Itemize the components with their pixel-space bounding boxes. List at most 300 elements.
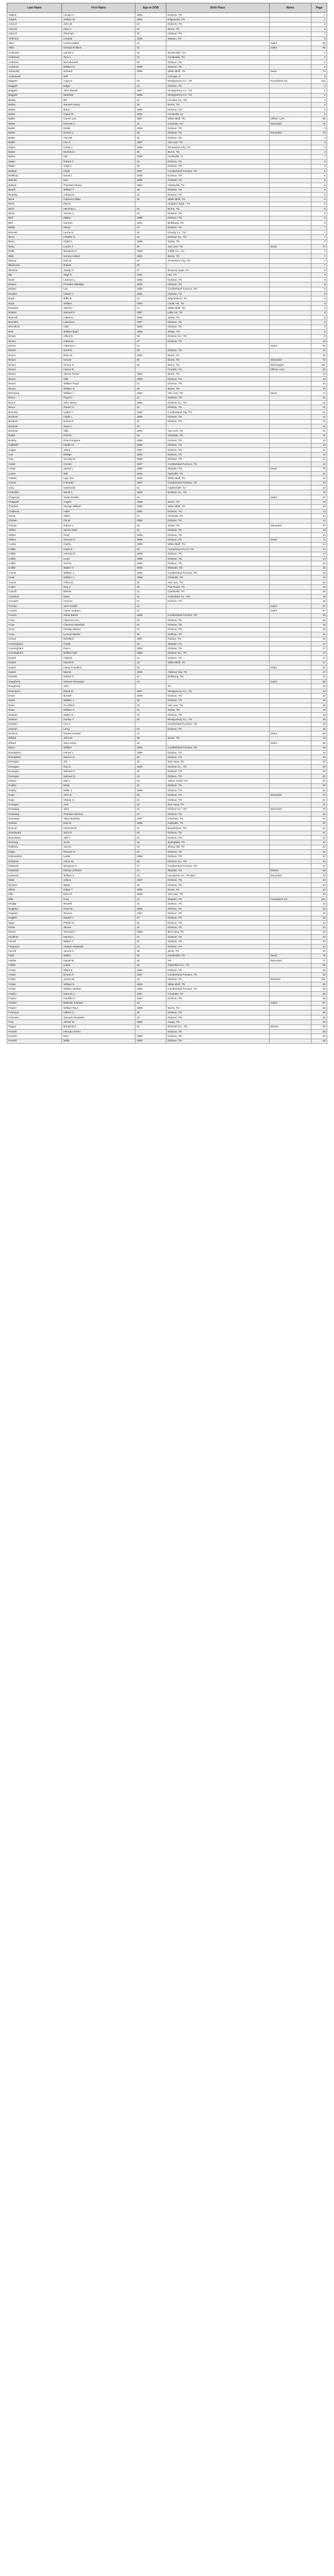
birth-place-cell: Burns, TN [166, 888, 269, 892]
birth-place-cell [166, 1001, 269, 1005]
birth-place-cell: Houston Co., TN [166, 98, 269, 103]
first-name-cell: Biffle B. [62, 296, 135, 301]
page-cell: 17 [311, 670, 327, 675]
age-dob-cell: 1897 [135, 462, 166, 467]
birth-place-cell: Dickson, TN [166, 623, 269, 627]
page-cell: 21 [311, 817, 327, 821]
table-row [7, 419, 327, 424]
page-cell: 7 [311, 259, 327, 263]
first-name-cell: Samuel Alexander [62, 1015, 135, 1019]
first-name-cell: Joseph Headwell [62, 944, 135, 948]
notes-cell [269, 17, 311, 22]
last-name-cell: Collier [7, 561, 62, 566]
first-name-cell: Aubrey B. [62, 192, 135, 197]
header-page[interactable]: Page [311, 3, 327, 13]
first-name-cell: Paul L. [62, 646, 135, 651]
age-dob-cell: 27 [135, 864, 166, 868]
last-name-cell: Choate [7, 524, 62, 528]
last-name-cell: Deason [7, 717, 62, 722]
page-cell: 13 [311, 504, 327, 509]
last-name-cell: Dunaway [7, 807, 62, 812]
page-cell: 5 [311, 164, 327, 169]
page-cell: 8 [311, 296, 327, 301]
last-name-cell: Field [7, 954, 62, 958]
notes-cell [269, 277, 311, 282]
last-name-cell: Bibb [7, 254, 62, 258]
last-name-cell: Fussell [7, 1039, 62, 1043]
last-name-cell: Brown [7, 367, 62, 372]
last-name-cell: Bailey [7, 103, 62, 107]
age-dob-cell: 24 [135, 712, 166, 717]
first-name-cell: Will [62, 74, 135, 79]
page-cell: 25 [311, 973, 327, 977]
first-name-cell: Comer Lee [62, 117, 135, 121]
table-row [7, 892, 327, 897]
table-row [7, 292, 327, 296]
table-row [7, 495, 327, 499]
header-first-name[interactable]: First Name [62, 3, 135, 13]
age-dob-cell: 21 [135, 944, 166, 948]
birth-place-cell: Dickson, TN [166, 136, 269, 140]
birth-place-cell: Dickson Co., TN [166, 401, 269, 405]
last-name-cell: Butler [7, 433, 62, 438]
birth-place-cell: TN [166, 684, 269, 689]
table-row [7, 438, 327, 443]
birth-place-cell: Bon Aqua, TN [166, 930, 269, 934]
first-name-cell: George Marion [62, 627, 135, 632]
birth-place-cell: Dickson, TN [166, 164, 269, 169]
table-row [7, 1034, 327, 1039]
table-body [7, 13, 327, 1044]
last-name-cell: Brown [7, 334, 62, 339]
birth-place-cell: Clarksville, TN [166, 589, 269, 594]
table-row [7, 301, 327, 305]
age-dob-cell: 1897 [135, 996, 166, 1001]
birth-place-cell: Nin, TN [166, 273, 269, 277]
page-cell: 14 [311, 556, 327, 561]
last-name-cell: Crows [7, 637, 62, 641]
age-dob-cell: 27 [135, 268, 166, 273]
notes-cell [269, 405, 311, 410]
notes-cell: Dead [269, 245, 311, 249]
table-row [7, 868, 327, 873]
age-dob-cell: 1897 [135, 117, 166, 121]
birth-place-cell: Dickson, TN [166, 878, 269, 883]
first-name-cell: Henchey L. [62, 207, 135, 211]
last-name-cell: Berry [7, 235, 62, 240]
notes-cell: Discharged [269, 362, 311, 367]
first-name-cell: Toby Mckinley [62, 817, 135, 821]
first-name-cell: Vernon [62, 561, 135, 566]
age-dob-cell: 29 [135, 188, 166, 192]
first-name-cell: Walter T. [62, 939, 135, 944]
last-name-cell: Fussell [7, 1034, 62, 1039]
first-name-cell: Elbert E. [62, 968, 135, 972]
last-name-cell: Bly [7, 273, 62, 277]
birth-place-cell: Dickson, TN [166, 159, 269, 164]
page-cell: 18 [311, 708, 327, 712]
table-row [7, 1010, 327, 1015]
last-name-cell: Allen [7, 41, 62, 46]
page-cell: 5 [311, 174, 327, 178]
age-dob-cell: 1897 [135, 991, 166, 996]
age-dob-cell: 1896 [135, 174, 166, 178]
first-name-cell: Hardin H. [62, 443, 135, 447]
table-row [7, 55, 327, 60]
notes-cell [269, 27, 311, 32]
table-row [7, 618, 327, 623]
first-name-cell: Carley [62, 542, 135, 547]
notes-cell [269, 911, 311, 916]
notes-cell [269, 93, 311, 97]
last-name-cell: Andrews [7, 60, 62, 64]
notes-cell [269, 453, 311, 457]
first-name-cell: Hubert J. [62, 292, 135, 296]
page-cell: 11 [311, 429, 327, 433]
last-name-cell: Crawford [7, 595, 62, 599]
page-cell: 67 [311, 609, 327, 613]
table-row [7, 69, 327, 74]
table-row [7, 991, 327, 996]
birth-place-cell: Burns, TN [166, 372, 269, 376]
page-cell: 26 [311, 1010, 327, 1015]
table-row [7, 287, 327, 291]
table-row [7, 755, 327, 760]
table-row [7, 921, 327, 925]
first-name-cell: Thomas Harvey [62, 183, 135, 188]
page-cell: 17 [311, 641, 327, 646]
last-name-cell: Capps [7, 447, 62, 452]
table-row [7, 362, 327, 367]
first-name-cell: William Noll [62, 651, 135, 655]
page-cell: 11 [311, 415, 327, 419]
page-cell: 10 [311, 372, 327, 376]
table-row [7, 556, 327, 561]
age-dob-cell: 1896 [135, 613, 166, 618]
notes-cell [269, 202, 311, 206]
age-dob-cell: 1897 [135, 817, 166, 821]
last-name-cell: Daniels [7, 675, 62, 679]
page-cell: 13 [311, 509, 327, 514]
birth-place-cell: Dickson, TN [166, 935, 269, 939]
notes-cell [269, 864, 311, 868]
age-dob-cell: 26 [135, 358, 166, 362]
page-cell: 69 [311, 741, 327, 746]
header-age-dob[interactable]: Age or DOB [135, 3, 166, 13]
header-last-name[interactable]: Last Name [7, 3, 62, 13]
table-row [7, 240, 327, 244]
birth-place-cell: Dickson, TN [166, 902, 269, 906]
birth-place-cell: Dickson Co., TN [166, 490, 269, 495]
table-row [7, 277, 327, 282]
birth-place-cell: Waynesboro, TN [166, 296, 269, 301]
birth-place-cell: Sylvia, TN [166, 708, 269, 712]
birth-place-cell: Nashville, TN [166, 821, 269, 826]
birth-place-cell: Dickson, TN [166, 447, 269, 452]
birth-place-cell: Cumberland City, TN [166, 410, 269, 414]
last-name-cell: English [7, 916, 62, 920]
notes-cell [269, 618, 311, 623]
birth-place-cell: Burns, TN [166, 1006, 269, 1010]
table-row [7, 651, 327, 655]
last-name-cell: Baker [7, 140, 62, 145]
age-dob-cell: 21 [135, 627, 166, 632]
notes-cell [269, 415, 311, 419]
page-cell: 14 [311, 528, 327, 533]
page-cell: 23 [311, 911, 327, 916]
page-cell: 66 [311, 41, 327, 46]
birth-place-cell: Dickson, TN [166, 831, 269, 835]
age-dob-cell: 1892 [135, 391, 166, 396]
page-cell: 2 [311, 60, 327, 64]
notes-cell [269, 736, 311, 741]
table-row [7, 98, 327, 103]
notes-cell: Officer, USA [269, 367, 311, 372]
birth-place-cell: Dickson, TN [166, 65, 269, 69]
age-dob-cell: 24 [135, 618, 166, 623]
age-dob-cell: 1896 [135, 561, 166, 566]
table-row [7, 561, 327, 566]
page-cell: 10 [311, 348, 327, 353]
first-name-cell: William D. [62, 65, 135, 69]
table-row [7, 467, 327, 471]
page-cell: 24 [311, 930, 327, 934]
notes-cell [269, 982, 311, 987]
age-dob-cell: 1891 [135, 292, 166, 296]
table-row [7, 854, 327, 859]
table-row [7, 372, 327, 376]
birth-place-cell: Dickson, TN [166, 618, 269, 623]
age-dob-cell: 21 [135, 826, 166, 831]
table-row [7, 490, 327, 495]
age-dob-cell: 21 [135, 675, 166, 679]
birth-place-cell: Cumberland Furnace, TN [166, 973, 269, 977]
last-name-cell: Baggett [7, 83, 62, 88]
notes-cell: Sailor [269, 731, 311, 736]
age-dob-cell: 24 [135, 609, 166, 613]
table-row [7, 708, 327, 712]
table-row [7, 410, 327, 414]
notes-cell: Wounded [269, 959, 311, 963]
notes-cell [269, 812, 311, 817]
page-cell: 26 [311, 1039, 327, 1043]
age-dob-cell: 24 [135, 207, 166, 211]
last-name-cell: Bennett [7, 230, 62, 234]
table-row [7, 93, 327, 97]
notes-cell [269, 698, 311, 703]
last-name-cell: Alderson [7, 36, 62, 41]
first-name-cell: Grover C. [62, 362, 135, 367]
birth-place-cell: White Bluff, TN [166, 306, 269, 311]
notes-cell [269, 746, 311, 750]
table-row [7, 959, 327, 963]
header-birth-place[interactable]: Birth Place [166, 3, 269, 13]
last-name-cell: Baker [7, 159, 62, 164]
notes-cell [269, 433, 311, 438]
table-row [7, 320, 327, 325]
birth-place-cell [166, 680, 269, 684]
notes-cell [269, 429, 311, 433]
last-name-cell: Collier [7, 547, 62, 552]
age-dob-cell: 1892 [135, 372, 166, 376]
last-name-cell: Caldwell [7, 443, 62, 447]
last-name-cell: Butlrey [7, 438, 62, 443]
first-name-cell: William Boyd [62, 330, 135, 334]
first-name-cell: Herchel [62, 136, 135, 140]
birth-place-cell: Van Leer, TN [166, 391, 269, 396]
notes-cell [269, 925, 311, 930]
birth-place-cell [166, 731, 269, 736]
table-row [7, 774, 327, 778]
table-row [7, 835, 327, 840]
birth-place-cell: Dickson, TN [166, 788, 269, 793]
age-dob-cell: 22 [135, 874, 166, 878]
notes-cell [269, 207, 311, 211]
birth-place-cell [166, 604, 269, 608]
birth-place-cell [166, 609, 269, 613]
page-cell: 101 [311, 79, 327, 83]
notes-cell [269, 802, 311, 807]
table-row [7, 509, 327, 514]
age-dob-cell: 21 [135, 680, 166, 684]
table-row [7, 528, 327, 533]
last-name-cell: Adcock [7, 22, 62, 26]
birth-place-cell: Cargo, TN [166, 1020, 269, 1025]
header-notes[interactable]: Notes [269, 3, 311, 13]
page-cell: 15 [311, 575, 327, 580]
page-cell: 3 [311, 107, 327, 112]
first-name-cell: Dell L. [62, 779, 135, 783]
first-name-cell: Ernest H. [62, 419, 135, 424]
age-dob-cell: 21 [135, 55, 166, 60]
page-cell: 67 [311, 604, 327, 608]
birth-place-cell: Dickson, TN [166, 457, 269, 462]
notes-cell [269, 140, 311, 145]
birth-place-cell: Dickson, TN [166, 646, 269, 651]
last-name-cell: Blackmon [7, 263, 62, 268]
age-dob-cell: 1895 [135, 457, 166, 462]
age-dob-cell: 21 [135, 902, 166, 906]
notes-cell [269, 159, 311, 164]
first-name-cell: Virgil R. [62, 273, 135, 277]
table-row [7, 396, 327, 400]
first-name-cell: Herschel M. [62, 826, 135, 831]
table-row [7, 514, 327, 518]
last-name-cell: Eatherly [7, 845, 62, 849]
notes-cell [269, 717, 311, 722]
page-cell: 15 [311, 585, 327, 589]
notes-cell [269, 1010, 311, 1015]
table-row [7, 391, 327, 396]
table-row [7, 1015, 327, 1019]
birth-place-cell: Dickson, TN [166, 32, 269, 36]
age-dob-cell: 1896 [135, 154, 166, 159]
birth-place-cell: Dickson, TN [166, 292, 269, 296]
notes-cell [269, 107, 311, 112]
first-name-cell: Clarence L. [62, 344, 135, 348]
birth-place-cell: Cumberland Furnace, TN [166, 462, 269, 467]
birth-place-cell: Cumberland Furnace, TN [166, 722, 269, 726]
first-name-cell: John Henry [62, 401, 135, 405]
first-name-cell: Ollie [62, 377, 135, 382]
first-name-cell: Norman [62, 221, 135, 225]
notes-cell [269, 486, 311, 490]
first-name-cell: Herman B. [62, 552, 135, 556]
notes-cell [269, 528, 311, 533]
page-cell: 23 [311, 902, 327, 906]
birth-place-cell: Montgomery Co., TN [166, 93, 269, 97]
notes-cell [269, 850, 311, 854]
last-name-cell: Buckner [7, 415, 62, 419]
first-name-cell: Creson Bates [62, 41, 135, 46]
last-name-cell: Beck [7, 197, 62, 202]
first-name-cell: John D. [62, 793, 135, 797]
first-name-cell: Freeman [62, 481, 135, 485]
table-header [7, 3, 327, 13]
first-name-cell: Harold V. [62, 51, 135, 55]
birth-place-cell: Dickson, TN [166, 188, 269, 192]
notes-cell [269, 500, 311, 504]
birth-place-cell: Charlotte, TN [166, 991, 269, 996]
table-row [7, 211, 327, 216]
last-name-cell: England [7, 906, 62, 911]
birth-place-cell: Dickson, TN [166, 698, 269, 703]
first-name-cell: William M. [62, 17, 135, 22]
last-name-cell: Donaldson [7, 755, 62, 760]
notes-cell: Sailor [269, 46, 311, 50]
age-dob-cell: 1893 [135, 301, 166, 305]
notes-cell [269, 675, 311, 679]
first-name-cell: Leslie J. [62, 145, 135, 149]
table-row [7, 916, 327, 920]
age-dob-cell: 1896 [135, 500, 166, 504]
first-name-cell: Henry Crawford [62, 665, 135, 670]
birth-place-cell: Dickson, TN [166, 405, 269, 410]
age-dob-cell: 1896 [135, 575, 166, 580]
table-row [7, 982, 327, 987]
birth-place-cell: Nashville, TN [166, 471, 269, 476]
birth-place-cell: Cumberland Furnace, TN [166, 864, 269, 868]
birth-place-cell: Dickson, TN [166, 443, 269, 447]
notes-cell [269, 424, 311, 428]
first-name-cell: Luther T. [62, 410, 135, 414]
first-name-cell: Fred [62, 897, 135, 902]
age-dob-cell: 1893 [135, 112, 166, 117]
page-cell: 73 [311, 245, 327, 249]
first-name-cell: Morland A. [62, 150, 135, 154]
last-name-cell: Browning [7, 391, 62, 396]
birth-place-cell: Dickson Co., TN [166, 765, 269, 769]
table-row [7, 88, 327, 93]
first-name-cell: Samuel Q. [62, 774, 135, 778]
table-row [7, 117, 327, 121]
last-name-cell: Brown [7, 353, 62, 358]
first-name-cell: Carter Graham [62, 609, 135, 613]
last-name-cell: Clifton [7, 528, 62, 533]
age-dob-cell: 1893 [135, 646, 166, 651]
page-cell: 7 [311, 225, 327, 230]
last-name-cell: Adams [7, 13, 62, 17]
page-cell: 14 [311, 552, 327, 556]
birth-place-cell: Silver, TN [166, 949, 269, 954]
first-name-cell: John [62, 807, 135, 812]
table-row [7, 1001, 327, 1005]
age-dob-cell: 28 [135, 103, 166, 107]
last-name-cell: Beck [7, 202, 62, 206]
table-row [7, 939, 327, 944]
table-row [7, 925, 327, 930]
table-row [7, 944, 327, 948]
